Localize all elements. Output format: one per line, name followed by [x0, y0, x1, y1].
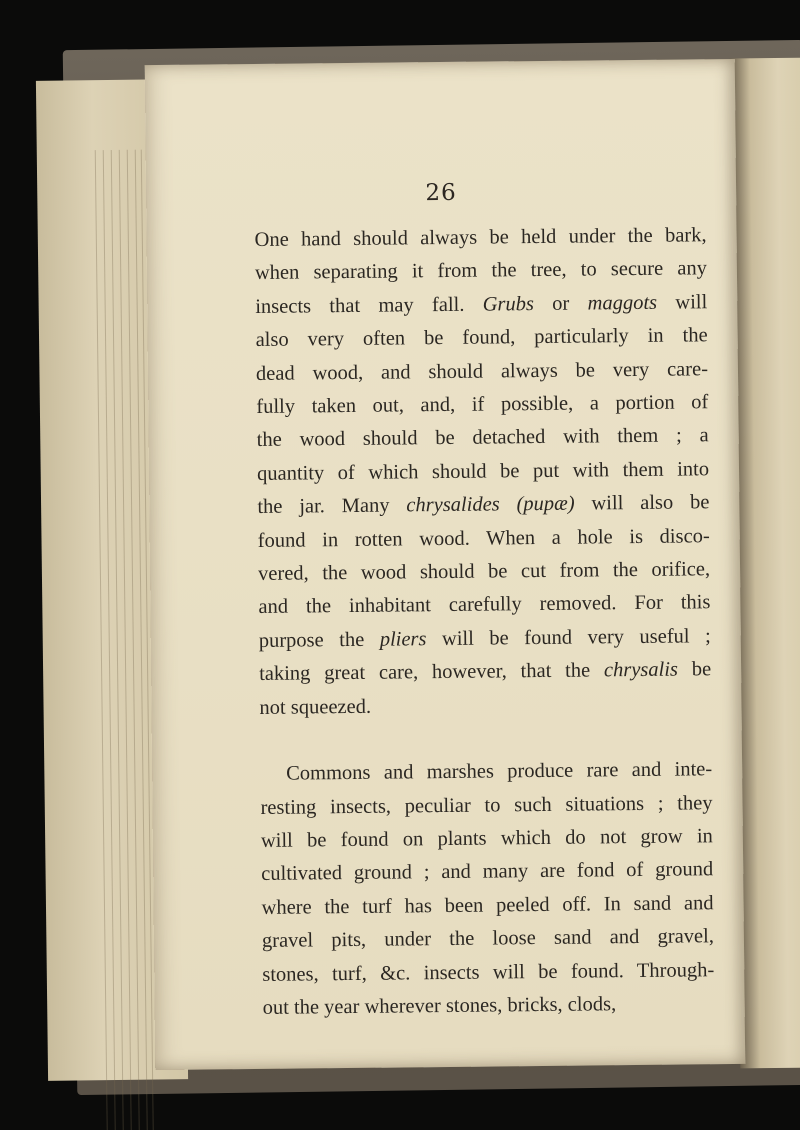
text-run: out the year wherever stones, bricks, clods, [262, 993, 617, 1019]
text-run: will [656, 291, 708, 314]
page-number: 26 [425, 179, 457, 207]
text-run: dead wood, and should always be very care- [255, 357, 709, 385]
text-line [254, 219, 706, 257]
text-line [259, 654, 711, 692]
text-line [261, 887, 713, 925]
text-line [257, 453, 709, 491]
text-run: quantity of which should be put with them into [256, 458, 710, 485]
italic-term: chrysalides (pupæ) [406, 492, 575, 517]
text-line [260, 787, 712, 825]
text-run: One hand should always be held under the bark, [254, 224, 707, 251]
text-run: also very often be found, particularly in the [255, 324, 708, 352]
text-line [258, 520, 710, 558]
text-run: the jar. Many [257, 494, 407, 519]
paragraph-1 [254, 219, 711, 725]
text-run: found in rotten wood. When a hole is disco- [257, 524, 710, 552]
book-page [145, 59, 745, 1070]
page-text [254, 219, 714, 1025]
text-line [255, 319, 707, 357]
text-run: taking great care, however, that the [259, 659, 605, 686]
text-run: gravel pits, under the loose sand and gravel, [261, 925, 715, 953]
italic-term: pliers [379, 628, 427, 651]
text-line [258, 553, 710, 591]
text-line [256, 386, 708, 424]
text-run: will be found very useful ; [426, 625, 711, 651]
text-line [256, 353, 708, 391]
text-run: Commons and marshes produce rare and inte- [286, 758, 713, 785]
text-run: the wood should be detached with them ; a [256, 424, 709, 452]
text-line [257, 420, 709, 458]
text-line [261, 854, 713, 892]
text-line [262, 954, 714, 992]
text-run: and the inhabitant carefully removed. For this [258, 591, 711, 619]
text-line [255, 253, 707, 291]
paragraph-gap [260, 720, 712, 758]
text-line [258, 587, 710, 625]
text-run: resting insects, peculiar to such situations ; they [260, 791, 713, 819]
text-line [259, 687, 711, 725]
text-run: fully taken out, and, if possible, a portion of [256, 391, 709, 418]
text-line [259, 620, 711, 658]
text-run: where the turf has been peeled off. In sand and [261, 891, 714, 919]
text-run: when separating it from the tree, to secure any [254, 257, 708, 285]
text-run: cultivated ground ; and many are fond of ground [261, 858, 714, 886]
text-run: stones, turf, &c. insects will be found. Through- [262, 958, 715, 986]
text-line [262, 987, 714, 1025]
text-line [261, 820, 713, 858]
text-run: or [533, 292, 588, 315]
text-run: purpose the [258, 628, 380, 652]
text-run: be [677, 658, 712, 681]
text-run: vered, the wood should be cut from the orifice, [257, 558, 711, 586]
paragraph-2 [260, 753, 715, 1025]
text-line [255, 286, 707, 324]
italic-term: chrysalis [603, 658, 679, 682]
text-run: will also be [574, 491, 710, 515]
text-line [257, 486, 709, 524]
italic-term: Grubs [482, 292, 535, 316]
text-run: not squeezed. [259, 695, 372, 719]
text-run: will be found on plants which do not grow in [260, 825, 713, 852]
italic-term: maggots [587, 291, 658, 315]
text-line [262, 920, 714, 958]
text-line [260, 753, 712, 791]
text-run: insects that may fall. [255, 293, 483, 318]
